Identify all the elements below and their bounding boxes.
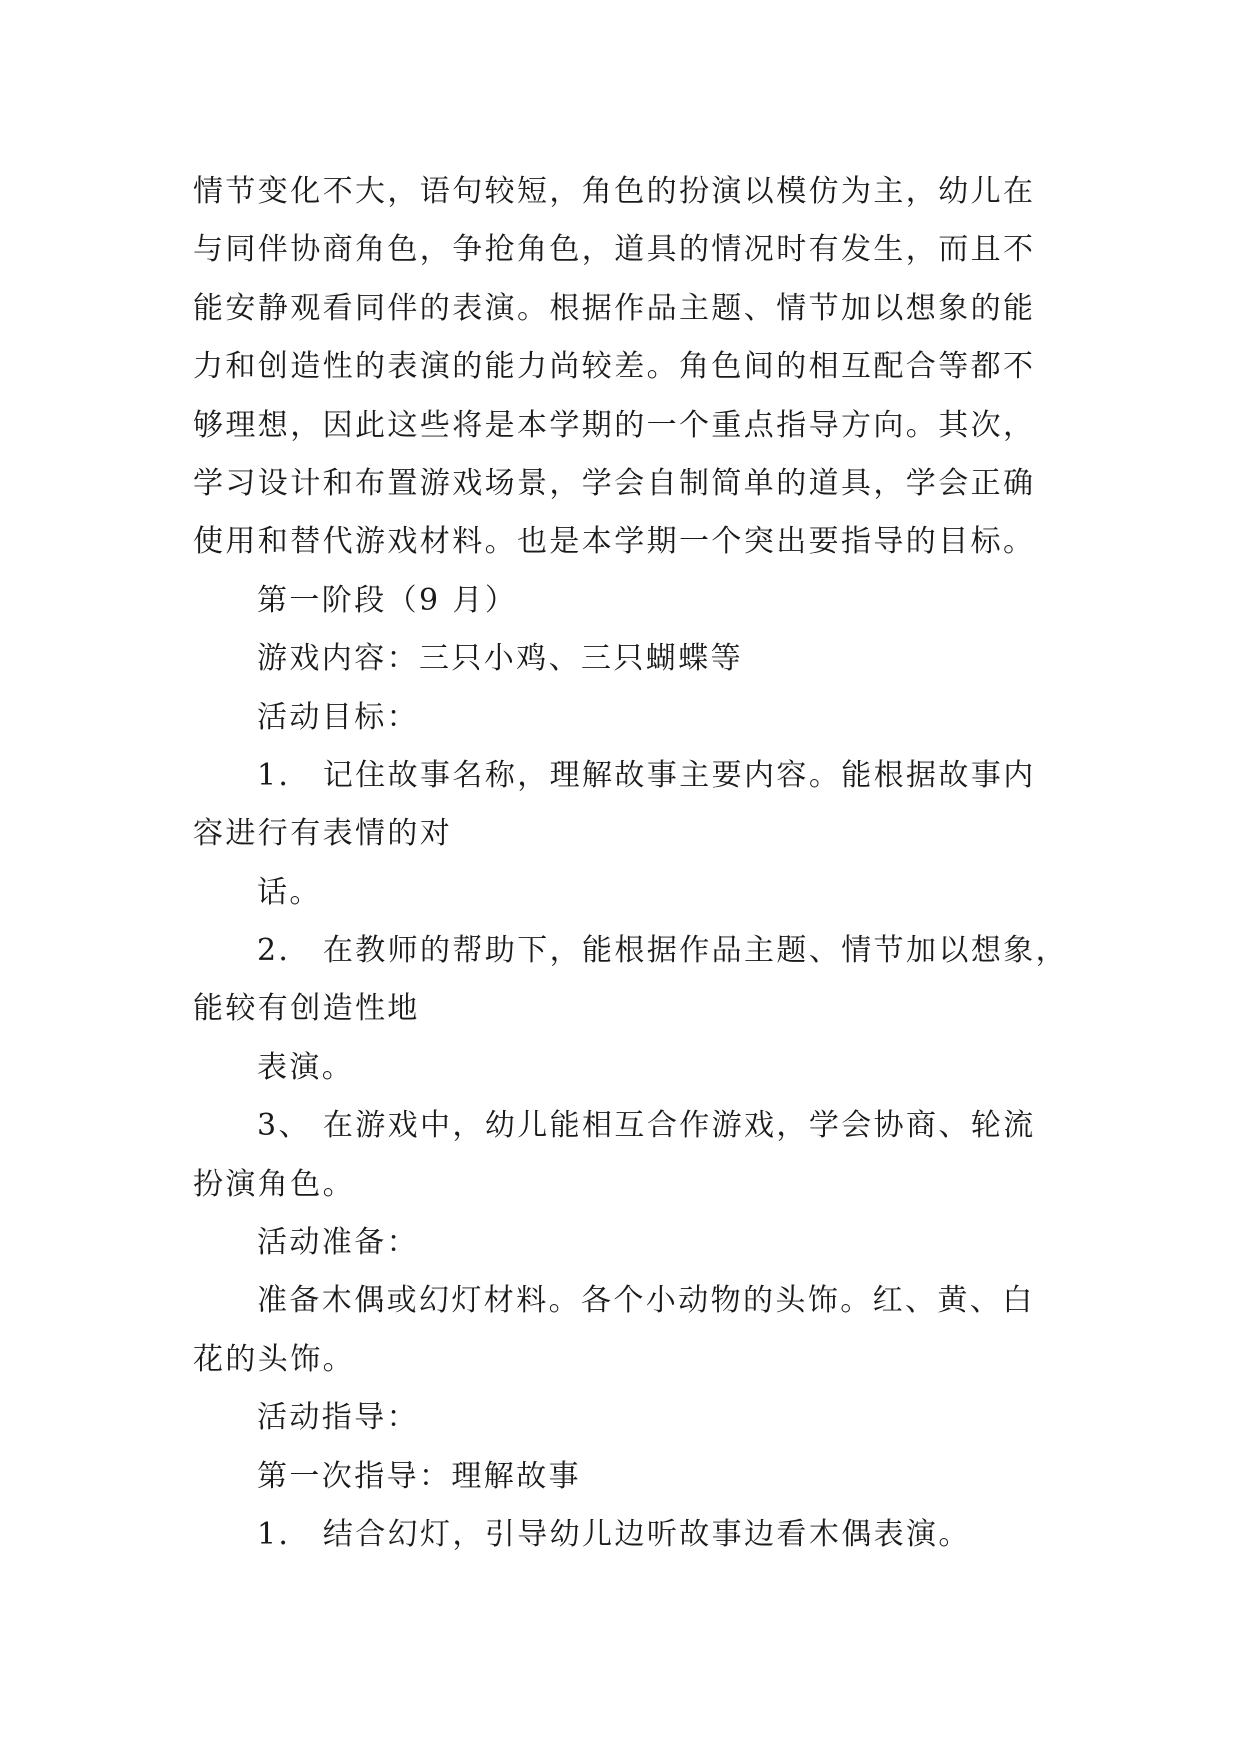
text-line: 够理想，因此这些将是本学期的一个重点指导方向。其次，	[193, 407, 1036, 443]
text-line: 第一阶段（9 月）	[257, 582, 518, 618]
document-body	[193, 163, 1073, 1564]
text-line: 第一次指导：理解故事	[257, 1458, 581, 1494]
text-line: 活动指导：	[257, 1400, 419, 1436]
text-line: 力和创造性的表演的能力尚较差。角色间的相互配合等都不	[193, 349, 1036, 385]
text-line: 3、 在游戏中，幼儿能相互合作游戏，学会协商、轮流	[257, 1108, 1036, 1144]
text-line: 花的头饰。	[193, 1341, 355, 1377]
text-line: 话。	[257, 874, 322, 910]
text-line: 容进行有表情的对	[193, 816, 453, 852]
text-line: 扮演角色。	[193, 1166, 355, 1202]
text-line: 1． 结合幻灯，引导幼儿边听故事边看木偶表演。	[257, 1516, 971, 1552]
text-line: 游戏内容：三只小鸡、三只蝴蝶等	[257, 641, 743, 677]
text-line: 使用和替代游戏材料。也是本学期一个突出要指导的目标。	[193, 524, 1036, 560]
text-line: 与同伴协商角色，争抢角色，道具的情况时有发生，而且不	[193, 232, 1036, 268]
text-line: 学习设计和布置游戏场景，学会自制简单的道具，学会正确	[193, 465, 1036, 501]
text-line: 情节变化不大，语句较短，角色的扮演以模仿为主，幼儿在	[193, 174, 1036, 209]
text-line: 表演。	[257, 1049, 355, 1085]
text-line: 能安静观看同伴的表演。根据作品主题、情节加以想象的能	[193, 290, 1036, 326]
text-line: 准备木偶或幻灯材料。各个小动物的头饰。红、黄、白	[257, 1283, 1035, 1319]
text-line: 能较有创造性地	[193, 991, 420, 1027]
text-line: 2． 在教师的帮助下，能根据作品主题、情节加以想象，	[257, 933, 1069, 969]
text-line: 活动准备：	[257, 1225, 419, 1261]
text-line: 1． 记住故事名称，理解故事主要内容。能根据故事内	[257, 757, 1036, 793]
text-line: 活动目标：	[257, 699, 419, 735]
